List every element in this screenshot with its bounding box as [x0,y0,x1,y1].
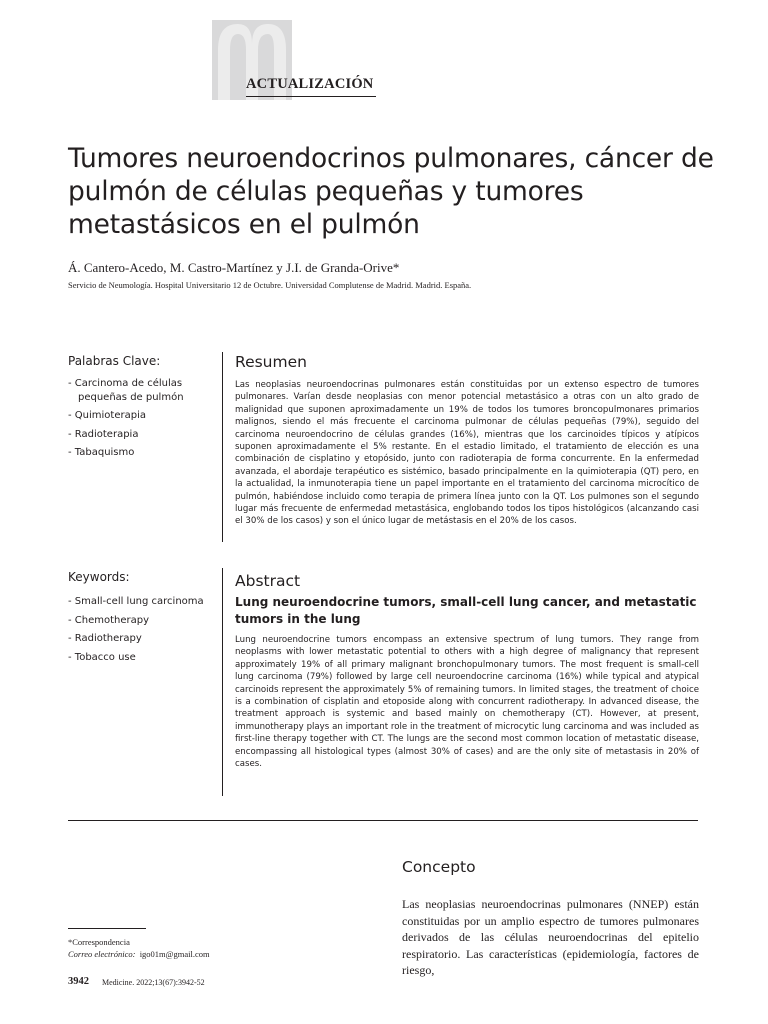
abstract-heading: Abstract [235,572,301,590]
list-item: - Carcinoma de células pequeñas de pulmón [68,378,184,403]
footnote-correspondence: *Correspondencia [68,937,130,947]
resumen-text: Las neoplasias neuroendocrinas pulmonares están constituidas por un extenso espectro de tumores pulmonares. Varían desde neoplasias con menor potencial metastásico a otras con un alto grado de malignidad que suponen aproximadamente un 19% de todos los tumores broncopulmonares primarios malignos, siendo el más frecuente el carcinoma pulmonar de células pequeñas (79%), seguido del carcinoma neuroendocrino de células grandes (16%), mientras que los carcinoides típicos y atípicos suponen aproximadamente el 5% restante. En el estadio limitado, el tratamiento de elección es una combinación de cisplatino y etopósido, junto con radioterapia de forma concurrente. En la enfermedad avanzada, el abordaje terapéutico es sistémico, basado principalmente en la quimioterapia (QT) pero, en la actualidad, la inmunoterapia tiene un papel importante en el tratamiento del carcinoma microcítico de pulmón, habiéndose incluido como terapia de primera línea junto con la QT. Los pulmones son el segundo lugar más frecuente de enfermedad metastásica, englobando todos los tipos histológicos (alcanzando casi el 30% de los casos) y son el único lugar de metástasis en el 20% de los casos. [235,380,699,527]
list-item: - Quimioterapia [68,410,146,421]
article-affiliation: Servicio de Neumología. Hospital Universitario 12 de Octubre. Universidad Complutense de Madrid. Madrid. España. [68,280,472,290]
footnote-email[interactable]: igo01m@gmail.com [139,949,210,959]
abstract-divider [222,568,223,796]
section-label: ACTUALIZACIÓN [246,76,374,92]
header-divider [246,96,376,97]
list-item: - Small-cell lung carcinoma [68,596,204,607]
concepto-heading: Concepto [402,858,476,876]
list-item: - Chemotherapy [68,614,150,626]
list-item: - Tabaquismo [68,447,135,458]
section-divider [68,820,698,821]
list-item: - Radiotherapy [68,633,142,644]
footnote-email-line [68,949,210,959]
keywords-heading: Keywords: [68,570,130,584]
palabras-clave-list [68,377,208,465]
page-number: 3942 [68,976,89,987]
abstract-subtitle: Lung neuroendocrine tumors, small-cell lung cancer, and metastatic tumors in the lung [235,595,697,626]
keywords-list [68,595,208,669]
journal-citation: Medicine. 2022;13(67):3942-52 [102,978,205,987]
abstract-text: Lung neuroendocrine tumors encompass an extensive spectrum of lung tumors. They range from neoplasms with lower metastatic potential to others with a high degree of malignancy that represent approximately 19% of all primary malignant bronchopulmonary tumors. The most frequent is small-cell lung carcinoma (79%) followed by large cell neuroendocrine carcinoma (16%) while typical and atypical carcinoids represent the approximately 5% of remaining tumors. In limited stages, the treatment of choice is a combination of cisplatin and etoposide along with concurrent radiotherapy. In advanced disease, the treatment approach is systemic and based mainly on chemotherapy (CT). However, at present, immunotherapy plays an important role in the treatment of microcytic lung carcinoma and was included as first-line therapy together with CT. The lungs are the second most common location of metastatic disease, encompassing all histological types (almost 30% of cases) and are the only site of metastasis in 20% of cases. [235,635,699,770]
resumen-heading: Resumen [235,353,307,371]
footnote-divider [68,928,146,929]
resumen-divider [222,352,223,542]
list-item: - Tobacco use [68,651,136,663]
article-title: Tumores neuroendocrinos pulmonares, cáncer de pulmón de células pequeñas y tumores metastásicos en el pulmón [68,143,714,240]
footnote-email-label: Correo electrónico: [68,949,136,959]
article-authors: Á. Cantero-Acedo, M. Castro-Martínez y J.I. de Granda-Orive* [68,260,400,275]
palabras-clave-heading: Palabras Clave: [68,354,161,368]
list-item: - Radioterapia [68,428,139,440]
concepto-text: Las neoplasias neuroendocrinas pulmonares (NNEP) están constituidas por un amplio espectro de tumores pulmonares derivados de las células neuroendocrinas del epitelio respiratorio. Las características (epidemiología, factores de riesgo, [402,897,699,977]
